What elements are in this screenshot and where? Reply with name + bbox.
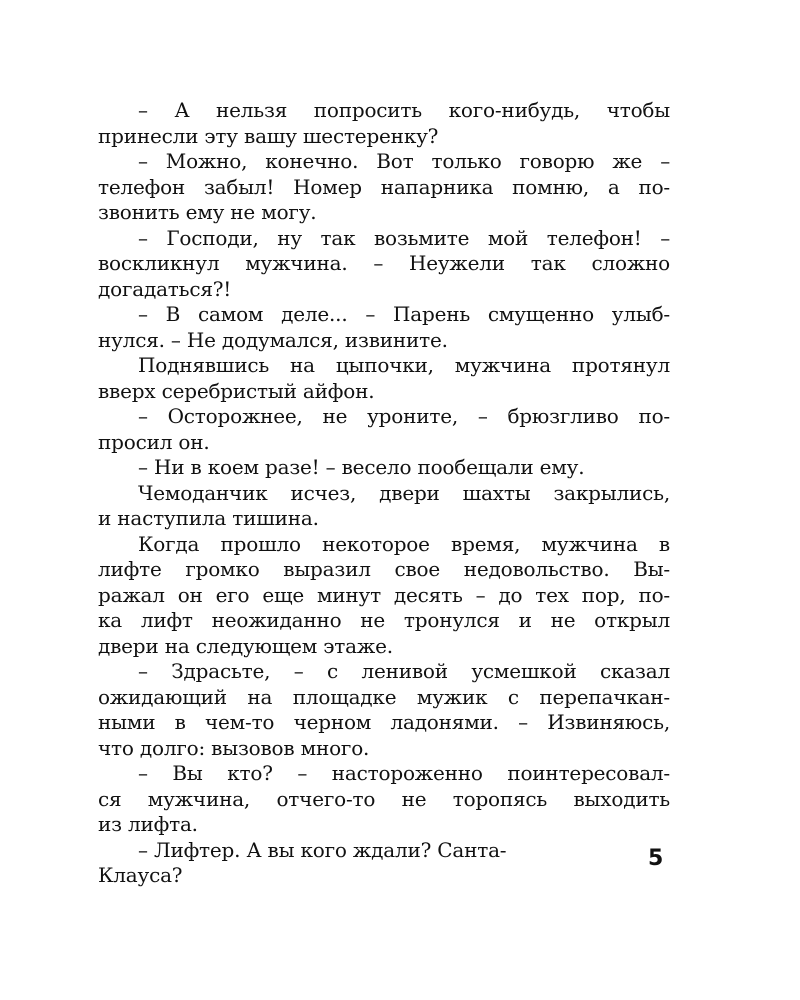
text-line: вверх серебристый айфон. [98,378,375,403]
text-line: ными в чем-то черном ладонями. – Извиняюсь, [98,710,670,734]
text-line: – А нельзя попросить кого-нибудь, чтобы [138,98,670,122]
text-line: – Осторожнее, не уроните, – брюзгливо по- [138,404,670,428]
text-line: из лифта. [98,812,198,836]
text-line: – Ни в коем разе! – весело пообещали ему. [138,455,585,479]
text-line: воскликнул мужчина. – Неужели так сложно [98,251,670,275]
body-text [98,98,670,889]
text-line: – Господи, ну так возьмите мой телефон! – [138,225,670,250]
text-line: ожидающий на площадке мужик с перепачкан- [98,684,670,709]
text-line: ражал он его еще минут десять – до тех пор, по- [98,582,670,607]
text-line: что долго: вызовов много. [98,735,370,760]
text-line: просил он. [98,429,210,454]
text-line: догадаться?! [98,276,232,301]
text-line: принесли эту вашу шестеренку? [98,123,439,148]
text-line: и наступила тишина. [98,506,319,530]
text-line: ка лифт неожиданно не тронулся и не открыл [98,608,670,632]
text-line: лифте громко выразил свое недовольство. Вы- [98,557,670,581]
text-line: – Можно, конечно. Вот только говорю же – [138,149,670,173]
text-line: двери на следующем этаже. [98,633,393,658]
text-line: Клауса? [98,863,183,887]
text-line: телефон забыл! Номер напарника помню, а по- [98,174,670,199]
text-line: – В самом деле... – Парень смущенно улыб- [138,302,670,326]
text-line: – Здрасьте, – с ленивой усмешкой сказал [138,659,670,683]
text-line: нулся. – Не додумался, извините. [98,327,448,352]
text-line: Поднявшись на цыпочки, мужчина протянул [138,353,670,377]
text-line: – Лифтер. А вы кого ждали? Санта- [138,837,507,862]
text-line: Когда прошло некоторое время, мужчина в [138,531,670,556]
text-line: Чемоданчик исчез, двери шахты закрылись, [138,480,670,505]
page-number: 5 [648,846,664,871]
text-line: звонить ему не могу. [98,200,317,224]
text-line: – Вы кто? – настороженно поинтересовал- [138,761,670,785]
text-line: ся мужчина, отчего-то не торопясь выходить [98,786,670,811]
